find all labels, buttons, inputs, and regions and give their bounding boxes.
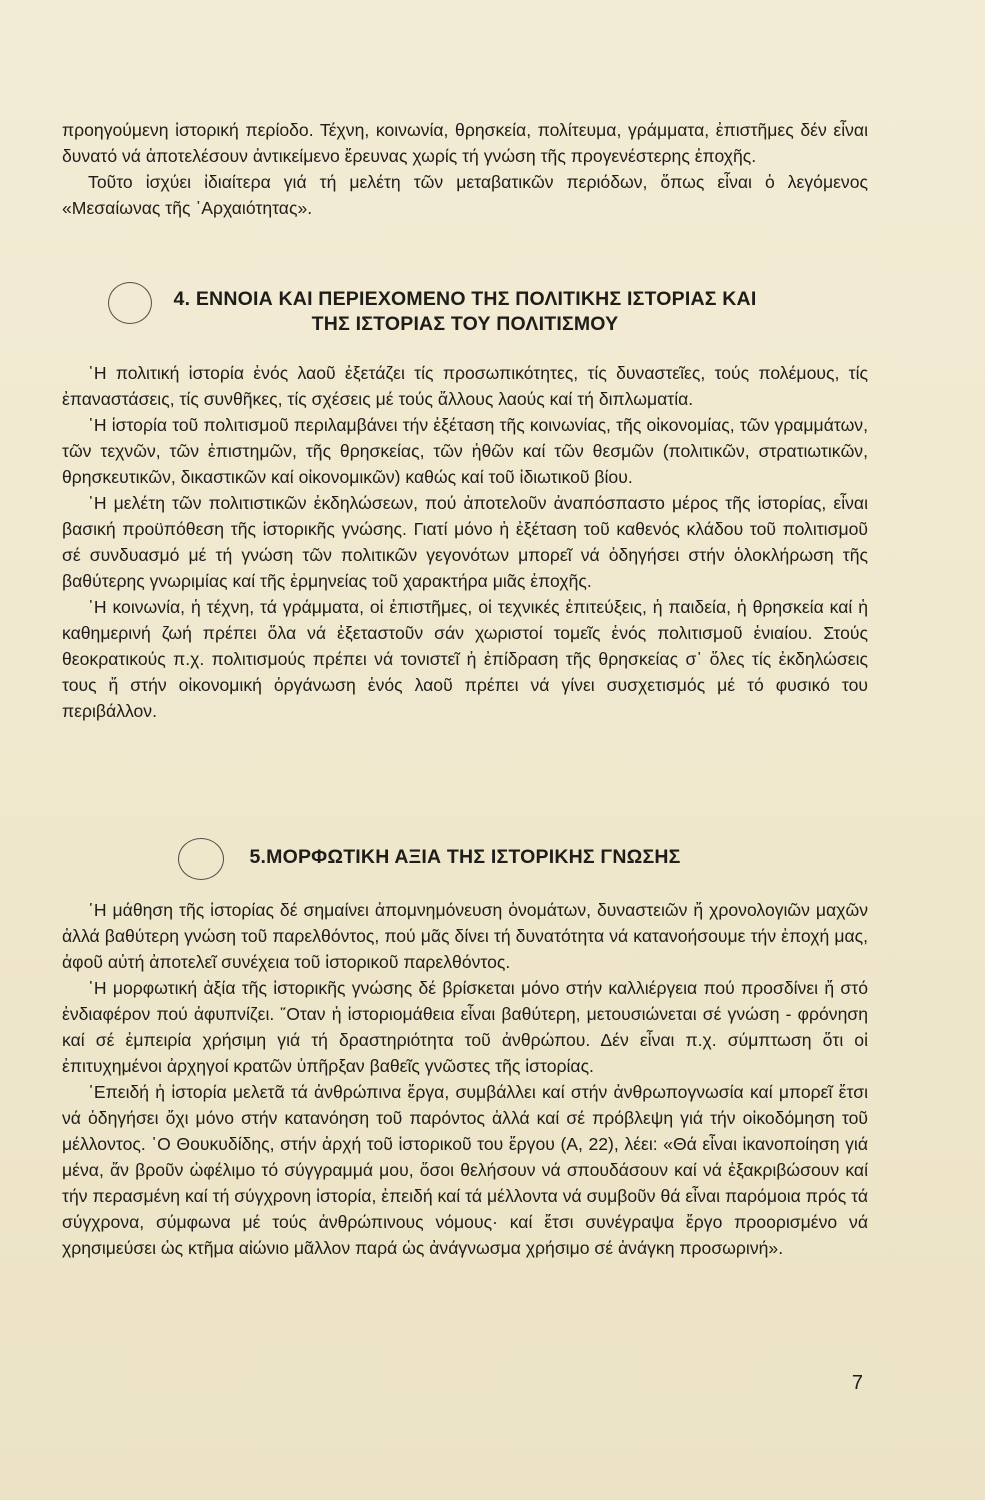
intro-paragraph-1: προηγούμενη ἱστορική περίοδο. Τέχνη, κοινωνία, θρησκεία, πολίτευμα, γράμματα, ἐπιστῆμες δέν εἶναι δυνατό νά ἀποτελέσουν ἀντικείμενο ἔρευνας χωρίς τή γνώση τῆς προγενέστερης ἐποχῆς.: [62, 120, 868, 166]
intro-paragraph-2: Τοῦτο ἰσχύει ἰδιαίτερα γιά τή μελέτη τῶν μεταβατικῶν περιόδων, ὅπως εἶναι ὁ λεγόμενος «Μεσαίωνας τῆς ᾿Αρχαιότητας».: [62, 172, 868, 218]
section-4-paragraph-1: ῾Η πολιτική ἱστορία ἑνός λαοῦ ἐξετάζει τίς προσωπικότητες, τίς δυναστεῖες, τούς πολέμους, τίς ἐπαναστάσεις, τίς συνθῆκες, τίς σχέσεις μέ τούς ἄλλους λαούς καί τή διπλωματία.: [62, 363, 868, 409]
section-4-body: [62, 360, 868, 724]
section-4-title-line-2: ΤΗΣ ΙΣΤΟΡΙΑΣ ΤΟΥ ΠΟΛΙΤΙΣΜΟΥ: [311, 313, 619, 335]
section-4-heading: [62, 287, 868, 337]
section-4-paragraph-3: ῾Η μελέτη τῶν πολιτιστικῶν ἐκδηλώσεων, πού ἀποτελοῦν ἀναπόσπαστο μέρος τῆς ἱστορίας, εἶναι βασική προϋπόθεση τῆς ἱστορικῆς γνώσης. Γιατί μόνο ἡ ἐξέταση τοῦ καθενός κλάδου τοῦ πολιτισμοῦ σέ συνδυασμό μέ τή γνώση τῶν πολιτικῶν γεγονότων μπορεῖ νά ὁδηγήσει στήν ὁλοκλήρωση τῆς βαθύτερης γνωριμίας καί τῆς ἑρμηνείας τοῦ χαρακτήρα μιᾶς ἐποχῆς.: [62, 493, 868, 591]
section-5-heading: [62, 845, 868, 870]
section-5-paragraph-1: ῾Η μάθηση τῆς ἱστορίας δέ σημαίνει ἀπομνημόνευση ὀνομάτων, δυναστειῶν ἤ χρονολογιῶν μαχῶν ἀλλά βαθύτερη γνώση τοῦ παρελθόντος, πού μᾶς δίνει τή δυνατότητα νά κατανοήσουμε τήν ἐποχή μας, ἀφοῦ αὐτή ἀποτελεῖ συνέχεια τοῦ ἱστορικοῦ παρελθόντος.: [62, 900, 868, 972]
intro-text: [62, 117, 868, 221]
section-5-title: ΜΟΡΦΩΤΙΚΗ ΑΞΙΑ ΤΗΣ ΙΣΤΟΡΙΚΗΣ ΓΝΩΣΗΣ: [266, 846, 681, 868]
section-5-paragraph-2: ῾Η μορφωτική ἀξία τῆς ἱστορικῆς γνώσης δέ βρίσκεται μόνο στήν καλλιέργεια πού προσδίνει ἤ στό ἐνδιαφέρον πού ἀφυπνίζει. ῞Οταν ἡ ἱστοριομάθεια εἶναι βαθύτερη, μετουσιώνεται σέ γνώση - φρόνηση καί σέ ἐμπειρία χρήσιμη γιά τή δραστηριότητα τοῦ ἀνθρώπου. Δέν εἶναι π.χ. σύμπτωση ὅτι οἱ ἐπιτυχημένοι ἀρχηγοί κρατῶν ὑπῆρξαν βαθεῖς γνῶστες τῆς ἱστορίας.: [62, 978, 868, 1076]
page-number: 7: [851, 1372, 863, 1394]
section-4-paragraph-2: ῾Η ἱστορία τοῦ πολιτισμοῦ περιλαμβάνει τήν ἐξέταση τῆς κοινωνίας, τῆς οἰκονομίας, τῶν γραμμάτων, τῶν τεχνῶν, τῶν ἐπιστημῶν, τῆς θρησκείας, τῶν ἠθῶν καί τῶν θεσμῶν (πολιτικῶν, στρατιωτικῶν, θρησκευτικῶν, δικαστικῶν καί οἰκονομικῶν) καθώς καί τοῦ ἰδιωτικοῦ βίου.: [62, 415, 868, 487]
section-4-title-line-1: ΕΝΝΟΙΑ ΚΑΙ ΠΕΡΙΕΧΟΜΕΝΟ ΤΗΣ ΠΟΛΙΤΙΚΗΣ ΙΣΤΟΡΙΑΣ ΚΑΙ: [195, 288, 757, 310]
section-4-number: 4.: [173, 288, 191, 310]
section-5-paragraph-3: ᾿Επειδή ἡ ἱστορία μελετᾶ τά ἀνθρώπινα ἔργα, συμβάλλει καί στήν ἀνθρωπογνωσία καί μπορεῖ ἔτσι νά ὁδηγήσει ὄχι μόνο στήν κατανόηση τοῦ παρόντος ἀλλά καί σέ πρόβλεψη γιά τήν οἰκοδόμηση τοῦ μέλλοντος. ῾Ο Θουκυδίδης, στήν ἀρχή τοῦ ἱστορικοῦ του ἔργου (Α, 22), λέει: «Θά εἶναι ἱκανοποίηση γιά μένα, ἄν βροῦν ὠφέλιμο τό σύγγραμμά μου, ὅσοι θελήσουν νά σπουδάσουν καί νά ἐξακριβώσουν καί τήν περασμένη καί τή σύγχρονη ἱστορία, ἐπειδή καί τά μέλλοντα νά συμβοῦν θά εἶναι παρόμοια πρός τά σύγχρονα, σύμφωνα μέ τούς ἀνθρώπινους νόμους· καί ἔτσι συνέγραψα ἔργο προορισμένο νά χρησιμεύσει ὡς κτῆμα αἰώνιο μᾶλλον παρά ὡς ἀνάγνωσμα χρήσιμο σέ ἀνάγκη προσωρινή».: [62, 1082, 868, 1258]
section-4-paragraph-4: ῾Η κοινωνία, ἡ τέχνη, τά γράμματα, οἱ ἐπιστῆμες, οἱ τεχνικές ἐπιτεύξεις, ἡ παιδεία, ἡ θρησκεία καί ἡ καθημερινή ζωή πρέπει ὅλα νά ἐξεταστοῦν σάν χωριστοί τομεῖς ἑνός πολιτισμοῦ ἑνιαίου. Στούς θεοκρατικούς π.χ. πολιτισμούς πρέπει νά τονιστεῖ ἡ ἐπίδραση τῆς θρησκείας σ᾿ ὅλες τίς ἐκδηλώσεις τους ἤ στήν οἰκονομική ὀργάνωση ἑνός λαοῦ πρέπει νά γίνει συσχετισμός μέ τό φυσικό του περιβάλλον.: [62, 597, 868, 721]
section-5-body: [62, 897, 868, 1261]
section-5-number: 5.: [249, 846, 267, 868]
